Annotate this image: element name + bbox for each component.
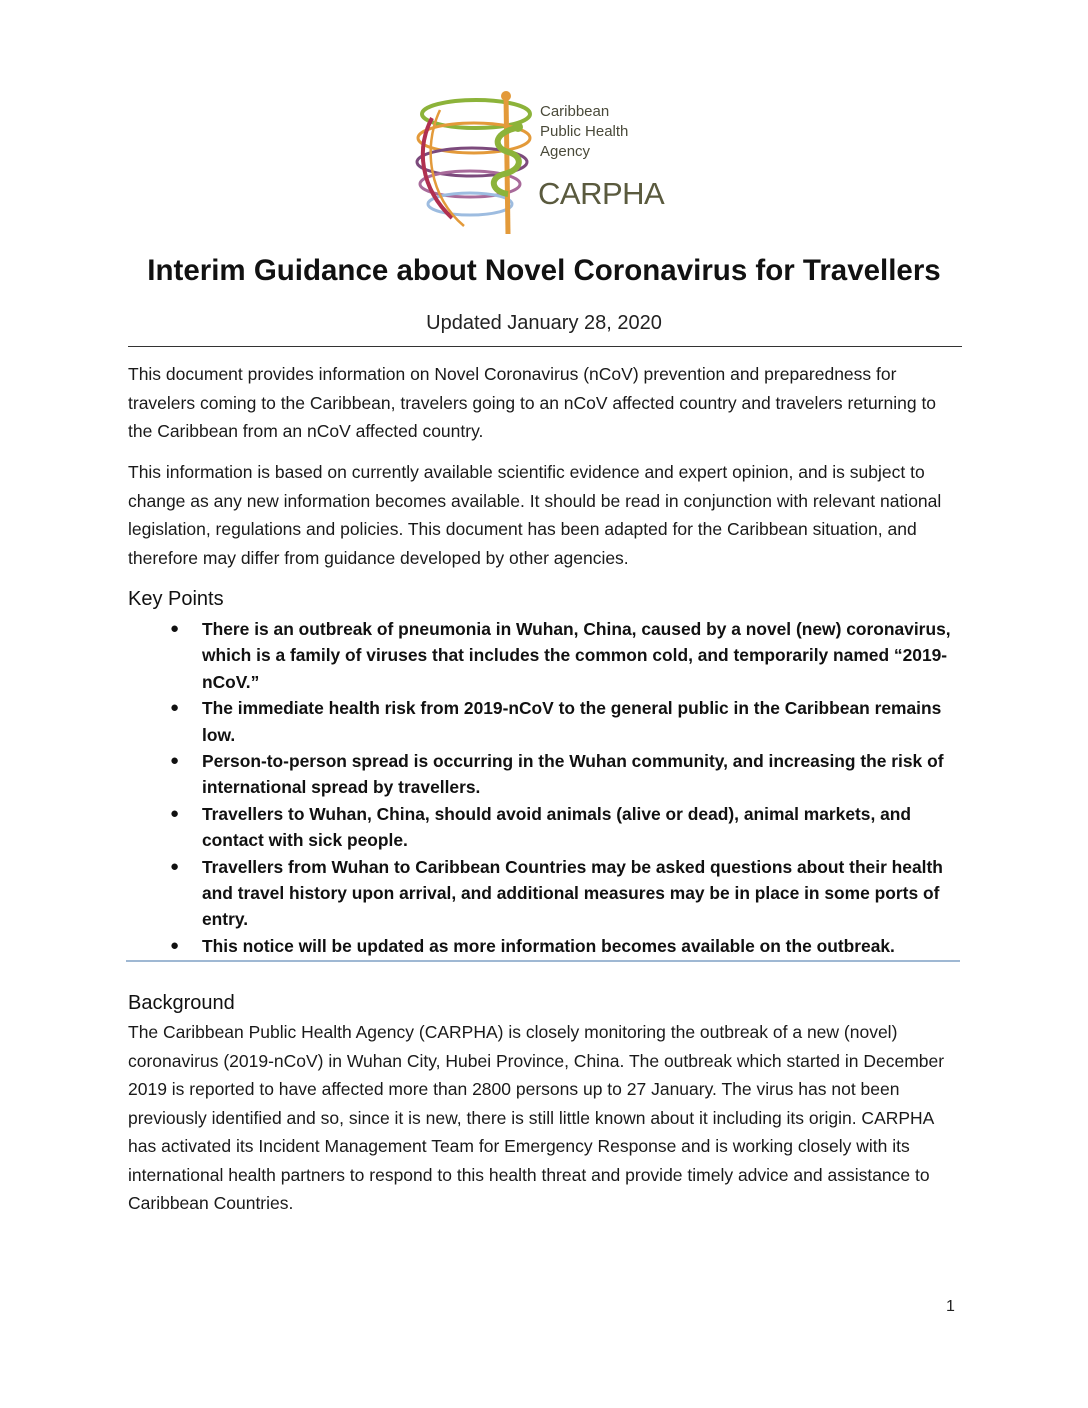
background-heading: Background bbox=[128, 992, 235, 1014]
scope-paragraph: This information is based on currently available scientific evidence and expert opinion, and is subject to change as any new information becomes available. It should be read in conjunction with relevant national legislation, regulations and policies. This document has been adapted for the Caribbean situation, and therefore may differ from guidance developed by other agencies. bbox=[128, 462, 942, 568]
key-point-text: The immediate health risk from 2019-nCoV to the general public in the Caribbean remains low. bbox=[202, 698, 942, 745]
logo-line: Agency bbox=[540, 143, 591, 160]
key-point-text: Travellers from Wuhan to Caribbean Countries may be asked questions about their health and travel history upon arrival, and additional measures may be in place in some ports of entry. bbox=[202, 856, 943, 930]
key-point-text: There is an outbreak of pneumonia in Wuhan, China, caused by a novel (new) coronavirus, which is a family of viruses that includes the common cold, and temporarily named “2019-nCoV.” bbox=[202, 619, 951, 692]
bullet-icon: ● bbox=[170, 752, 180, 770]
logo-acronym: CARPHA bbox=[538, 176, 665, 211]
list-item bbox=[164, 933, 960, 959]
key-point-text: Travellers to Wuhan, China, should avoid animals (alive or dead), animal markets, and contact with sick people. bbox=[202, 803, 912, 851]
bullet-icon: ● bbox=[170, 936, 180, 954]
logo-line: Public Health bbox=[540, 123, 629, 140]
key-points-list bbox=[164, 616, 960, 959]
bullet-icon: ● bbox=[170, 857, 180, 875]
key-points-divider bbox=[126, 960, 960, 962]
intro-paragraph: This document provides information on Novel Coronavirus (nCoV) prevention and preparedness for travelers coming to the Caribbean, travelers going to an nCoV affected country and travelers returning to the Caribbean from an nCoV affected country. bbox=[128, 364, 937, 441]
list-item bbox=[164, 695, 960, 748]
bullet-icon: ● bbox=[170, 699, 180, 717]
document-updated-date: Updated January 28, 2020 bbox=[426, 312, 662, 334]
page-number: 1 bbox=[946, 1298, 955, 1315]
list-item bbox=[164, 616, 960, 695]
key-point-text: This notice will be updated as more information becomes available on the outbreak. bbox=[202, 935, 895, 956]
list-item bbox=[164, 801, 960, 854]
background-paragraph: The Caribbean Public Health Agency (CARPHA) is closely monitoring the outbreak of a new (novel) coronavirus (2019-nCoV) in Wuhan City, Hubei Province, China. The outbreak which started in December 2019 is reported to have affected more than 2800 persons up to 27 January. The virus has not been previously identified and so, since it is new, there is still little known about it including its origin. CARPHA has activated its Incident Management Team for Emergency Response and is working closely with its international health partners to respond to this health threat and provide timely advice and assistance to Caribbean Countries. bbox=[128, 1022, 945, 1213]
carpha-emblem-icon bbox=[412, 88, 542, 238]
list-item bbox=[164, 854, 960, 933]
document-title: Interim Guidance about Novel Coronavirus for Travellers bbox=[147, 254, 941, 287]
carpha-logo bbox=[412, 88, 682, 238]
title-divider bbox=[128, 346, 962, 347]
logo-agency-name bbox=[540, 102, 628, 162]
bullet-icon: ● bbox=[170, 804, 180, 822]
list-item bbox=[164, 748, 960, 801]
bullet-icon: ● bbox=[170, 620, 180, 637]
key-points-heading: Key Points bbox=[128, 588, 224, 610]
key-point-text: Person-to-person spread is occurring in the Wuhan community, and increasing the risk of international spread by travellers. bbox=[202, 751, 944, 798]
logo-line: Caribbean bbox=[540, 103, 610, 120]
